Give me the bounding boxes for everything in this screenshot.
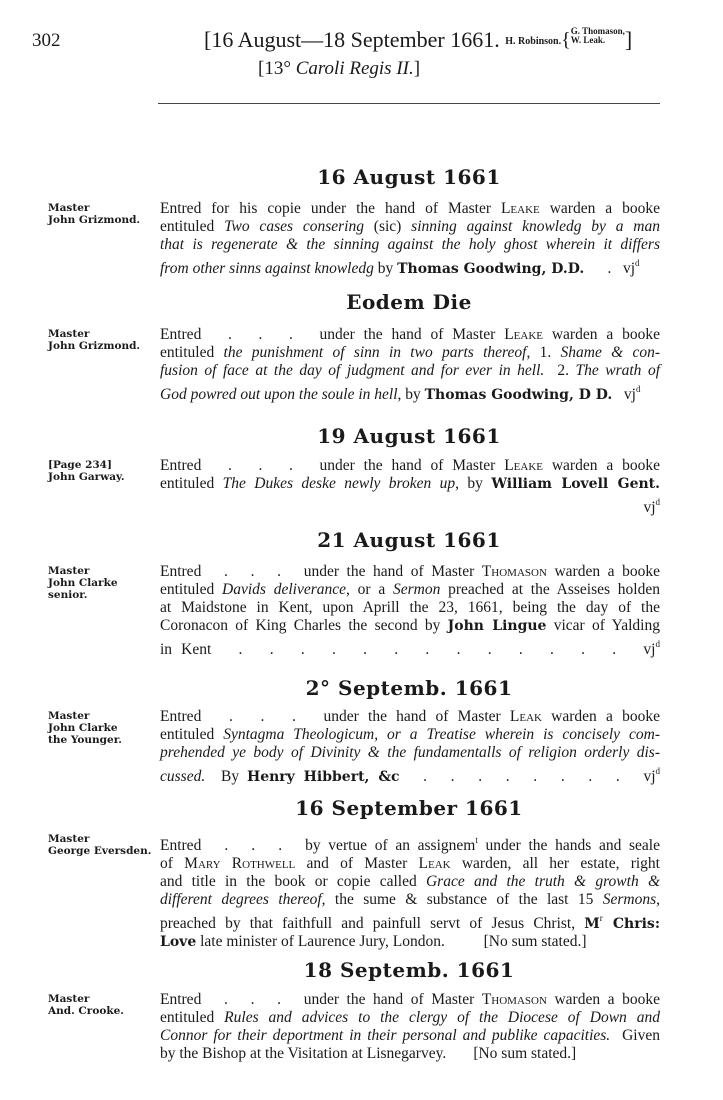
margin-note-line: John Garway. (48, 471, 125, 483)
entry-text (160, 457, 660, 517)
text-run: The Dukes deske newly broken up (222, 475, 456, 492)
text-run: sinning against knowledg by a man (411, 218, 661, 235)
text-run: , or a (346, 581, 393, 598)
margin-note-line: John Clarke (48, 577, 118, 589)
text-run: . . . . . . . . vj (399, 768, 656, 785)
text-run: M (584, 916, 600, 932)
text-run: warden a booke (542, 326, 660, 343)
text-run: , (656, 891, 661, 908)
entry-line (160, 254, 660, 278)
text-run: Entred . . . under the hand of Master (160, 563, 482, 580)
entry-line (160, 762, 660, 786)
date-heading: 16 September 1661 (295, 796, 523, 820)
text-run: , by (397, 386, 425, 403)
text-run: Thomason (481, 991, 547, 1008)
regnal-year (258, 58, 420, 80)
text-run: Chris: (602, 916, 660, 932)
text-run: Entred . . . under the hand of Master (160, 326, 505, 343)
regnal-title: Caroli Regis II. (295, 58, 414, 79)
text-run: , by (455, 475, 492, 492)
superscript: d (635, 384, 641, 394)
date-heading: 18 Septemb. 1661 (303, 958, 515, 982)
text-run: Love (160, 934, 197, 950)
entry-text (160, 991, 660, 1063)
text-run: Leak (418, 855, 451, 872)
text-run: (sic) (363, 218, 412, 235)
entry-line (160, 326, 660, 344)
text-run: entituled (160, 726, 224, 743)
entry-line (160, 599, 660, 617)
master-name: H. Robinson. (505, 36, 562, 47)
text-run: Leake (504, 326, 543, 343)
text-run: different degrees thereof (160, 891, 322, 908)
entry-line (160, 831, 660, 855)
text-run: vj (612, 386, 636, 403)
warden-1: G. Thomason, (570, 26, 625, 36)
margin-note-line: the Younger. (48, 734, 122, 746)
date-heading: Eodem Die (346, 290, 472, 314)
text-run: Thomas Goodwing, D.D. (397, 261, 585, 277)
margin-note-line: Master (48, 833, 90, 845)
text-run: Sermon (392, 581, 441, 598)
text-run: Entred . . . under the hand of Master (160, 991, 482, 1008)
superscript: t (475, 835, 478, 845)
text-run: fusion of face at the day of judgment and for ever in hell. (160, 362, 545, 379)
text-run: Grace and the truth & growth & (425, 873, 660, 890)
margin-note (48, 328, 153, 352)
entry-line (160, 617, 660, 635)
text-run: warden a booke (546, 563, 660, 580)
text-run: , 1. (526, 344, 561, 361)
closing-bracket: ] (624, 27, 633, 52)
running-head: [16 August—18 September 1661. H. Robinson.{G. Thomason, W. Leak. ] (204, 26, 633, 52)
text-run: warden, all her estate, right (450, 855, 660, 872)
text-run: Coronacon of King Charles the second by (160, 617, 448, 634)
text-run: Entred . . . by vertue of an assignem (160, 837, 476, 854)
entry-line (160, 744, 660, 762)
entry-line (160, 708, 660, 726)
text-run: Leak (509, 708, 542, 725)
text-run: Entred . . . under the hand of Master (160, 708, 510, 725)
header-rule (158, 103, 660, 104)
text-run: entituled (160, 581, 223, 598)
margin-note (48, 202, 153, 226)
text-run: of (160, 855, 185, 872)
text-run: Shame & con- (560, 344, 660, 361)
entry-line (160, 218, 660, 236)
text-run: entituled (160, 344, 224, 361)
margin-note-line: senior. (48, 589, 88, 601)
margin-note (48, 993, 153, 1017)
entry-line (160, 726, 660, 744)
text-run: the punishment of sinn in two parts thereof (223, 344, 527, 361)
text-run: late minister of Laurence Jury, London. [No sum stated.] (196, 933, 587, 950)
wardens (571, 27, 625, 45)
entry-text (160, 708, 660, 786)
text-run: and of Master (295, 855, 419, 872)
text-run: Leake (504, 457, 543, 474)
entry-line (160, 475, 660, 493)
margin-note-line: Master (48, 993, 90, 1005)
text-run: Given (610, 1027, 660, 1044)
text-run: that is regenerate & the sinning against the holy ghost wherein it differs (160, 236, 660, 253)
entry-line (160, 909, 660, 933)
superscript: d (655, 766, 661, 776)
margin-note-line: John Clarke (48, 722, 118, 734)
page-number: 302 (32, 30, 61, 51)
margin-note-line: Master (48, 328, 90, 340)
text-run: Entred for his copie under the hand of Master (160, 200, 501, 217)
entry-line (160, 362, 660, 380)
entry-line (160, 493, 660, 517)
superscript: d (635, 258, 640, 268)
margin-note (48, 459, 153, 483)
text-run: Connor for their deportment in their personal and publike capacities. (160, 1027, 611, 1044)
date-heading: 16 August 1661 (317, 165, 501, 189)
superscript: d (655, 639, 660, 649)
entry-line (160, 1045, 660, 1063)
entry-line (160, 200, 660, 218)
margin-note-line: Master (48, 565, 90, 577)
text-run: entituled (160, 475, 223, 492)
margin-note (48, 833, 153, 857)
text-run: John Lingue (447, 618, 547, 634)
entry-line (160, 457, 660, 475)
text-run: preached by that faithfull and painfull servt of Jesus Christ, (160, 915, 585, 932)
margin-note-line: John Grizmond. (48, 214, 141, 226)
text-run: warden a booke (542, 457, 660, 474)
text-run: Syntagma Theologicum, or a Treatise wherein is concisely com- (223, 726, 660, 743)
text-run: 2. (544, 362, 576, 379)
text-run: at Maidstone in Kent, upon Aprill the 23, 1661, being the day of the (160, 599, 660, 616)
text-run: Mary Rothwell (184, 855, 296, 872)
text-run: entituled (160, 1009, 225, 1026)
text-run: preached at the Asseises holden (440, 581, 660, 598)
text-run: under the hands and seale (477, 837, 660, 854)
text-run: Henry Hibbert, &c (246, 769, 400, 785)
margin-note-line: Master (48, 202, 90, 214)
entry-line (160, 933, 660, 951)
margin-note-line: John Grizmond. (48, 340, 141, 352)
text-run: from other sinns against knowledg (160, 260, 374, 277)
entry-line (160, 855, 660, 873)
entry-line (160, 635, 660, 659)
text-run: Entred . . . under the hand of Master (160, 457, 505, 474)
text-run: By (205, 768, 247, 785)
warden-2: W. Leak. (570, 35, 606, 45)
margin-note (48, 565, 153, 601)
entry-text (160, 831, 660, 951)
entry-line (160, 236, 660, 254)
regnal-close: ] (413, 58, 421, 79)
date-heading: 2° Septemb. 1661 (305, 676, 513, 700)
text-run: cussed. (160, 768, 206, 785)
entry-line (160, 344, 660, 362)
text-run: warden a booke (539, 200, 661, 217)
entry-text (160, 200, 660, 278)
text-run: vj (643, 499, 656, 516)
text-run: by the Bishop at the Visitation at Lisnegarvey. [No sum stated.] (160, 1045, 577, 1062)
margin-note (48, 710, 153, 746)
entry-line (160, 1009, 660, 1027)
entry-line (160, 891, 660, 909)
text-run: and title in the book or copie called (160, 873, 426, 890)
text-run: warden a booke (546, 991, 660, 1008)
margin-note-line: George Eversden. (48, 845, 152, 857)
entry-line (160, 873, 660, 891)
entry-line (160, 991, 660, 1009)
margin-note-line: And. Crooke. (48, 1005, 124, 1017)
regnal-open: [13° (258, 58, 296, 79)
text-run: Two cases consering (224, 218, 364, 235)
text-run: Thomason (481, 563, 547, 580)
text-run: The wrath of (575, 362, 661, 379)
text-run: vicar of Yalding (546, 617, 660, 634)
text-run: in Kent . . . . . . . . . . . . . vj (160, 641, 656, 658)
text-run: Leake (500, 200, 540, 217)
text-run: , the sume & substance of the last 15 (321, 891, 603, 908)
superscript: d (655, 497, 660, 507)
text-run: Sermons (602, 891, 657, 908)
running-title: [16 August—18 September 1661. (204, 27, 500, 52)
text-run: Thomas Goodwing, D D. (424, 387, 613, 403)
date-heading: 19 August 1661 (317, 424, 501, 448)
entry-text (160, 563, 660, 659)
superscript: r (599, 913, 603, 923)
margin-note-line: [Page 234] (48, 459, 112, 471)
text-run: God powred out upon the soule in hell (160, 386, 398, 403)
entry-line (160, 581, 660, 599)
entry-text (160, 326, 660, 404)
text-run: Davids deliverance (222, 581, 346, 598)
text-run: . vj (584, 260, 636, 277)
text-run: Rules and advices to the clergy of the Diocese of Down and (224, 1009, 660, 1026)
entry-line (160, 1027, 660, 1045)
text-run: warden a booke (541, 708, 660, 725)
text-run: William Lovell Gent. (491, 476, 660, 492)
text-run: entituled (160, 218, 225, 235)
entry-line (160, 380, 660, 404)
text-run: by (373, 260, 398, 277)
margin-note-line: Master (48, 710, 90, 722)
text-run: prehended ye body of Divinity & the fundamentalls of religion orderly dis- (160, 744, 660, 761)
entry-line (160, 563, 660, 581)
date-heading: 21 August 1661 (317, 528, 501, 552)
